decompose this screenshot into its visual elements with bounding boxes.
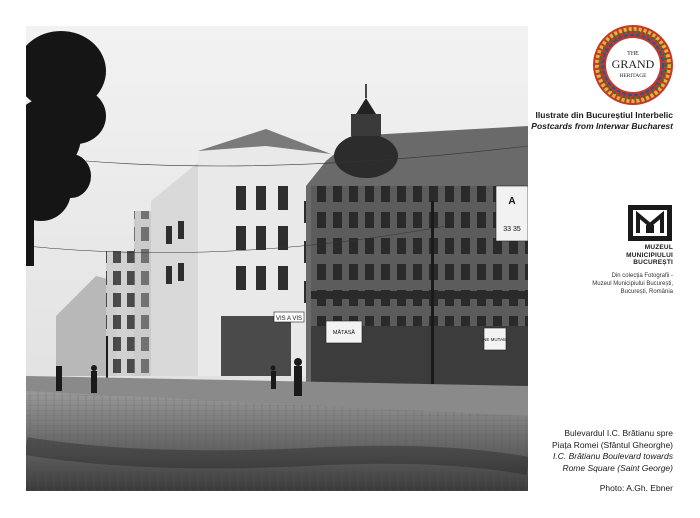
collection-line3: București, România (620, 289, 673, 295)
logo-line3: HERITAGE (619, 73, 647, 79)
caption-ro-line1: Bulevardul I.C. Brătianu spre (564, 428, 673, 438)
sign-vis-a-vis-text: VIS A VIS (275, 316, 303, 322)
edge-sign-number: 33 35 (503, 226, 521, 233)
collection-note (592, 272, 673, 296)
dome (334, 134, 398, 178)
caption-ro-line2: Piața Romei (Sfântul Gheorghe) (552, 439, 673, 450)
shop-sign-mid-text: MĂTASĂ (332, 330, 356, 336)
museum-name (626, 244, 673, 267)
series-title-ro: Ilustrate din Bucureștiul Interbelic (535, 110, 673, 120)
street-scene (26, 26, 528, 491)
museum-logo-icon (628, 205, 672, 241)
logo-line1: THE (627, 51, 639, 57)
photo-credit: Photo: A.Gh. Ebner (599, 483, 673, 493)
lamp-post (431, 201, 434, 401)
series-title-en: Postcards from Interwar Bucharest (531, 121, 673, 131)
shop-sign-right-text: NE MUTAM (483, 337, 507, 342)
edge-sign-letter: A (508, 196, 516, 207)
historic-photo (26, 26, 528, 491)
museum-name-line3: BUCUREȘTI (633, 259, 673, 266)
collection-line2: Muzeul Municipiului București, (592, 281, 673, 287)
caption-en-line2: Rome Square (Saint George) (562, 462, 673, 473)
caption-en-line1: I.C. Brătianu Boulevard towards (552, 451, 673, 461)
logo-line2: GRAND (611, 57, 655, 71)
museum-name-line1: MUZEUL (644, 244, 673, 251)
museum-name-line2: MUNICIPIULUI (626, 251, 673, 259)
grand-heritage-logo (592, 24, 674, 106)
photo-caption (552, 428, 673, 474)
collection-line1: Din colecția Fotografii - (611, 273, 673, 279)
